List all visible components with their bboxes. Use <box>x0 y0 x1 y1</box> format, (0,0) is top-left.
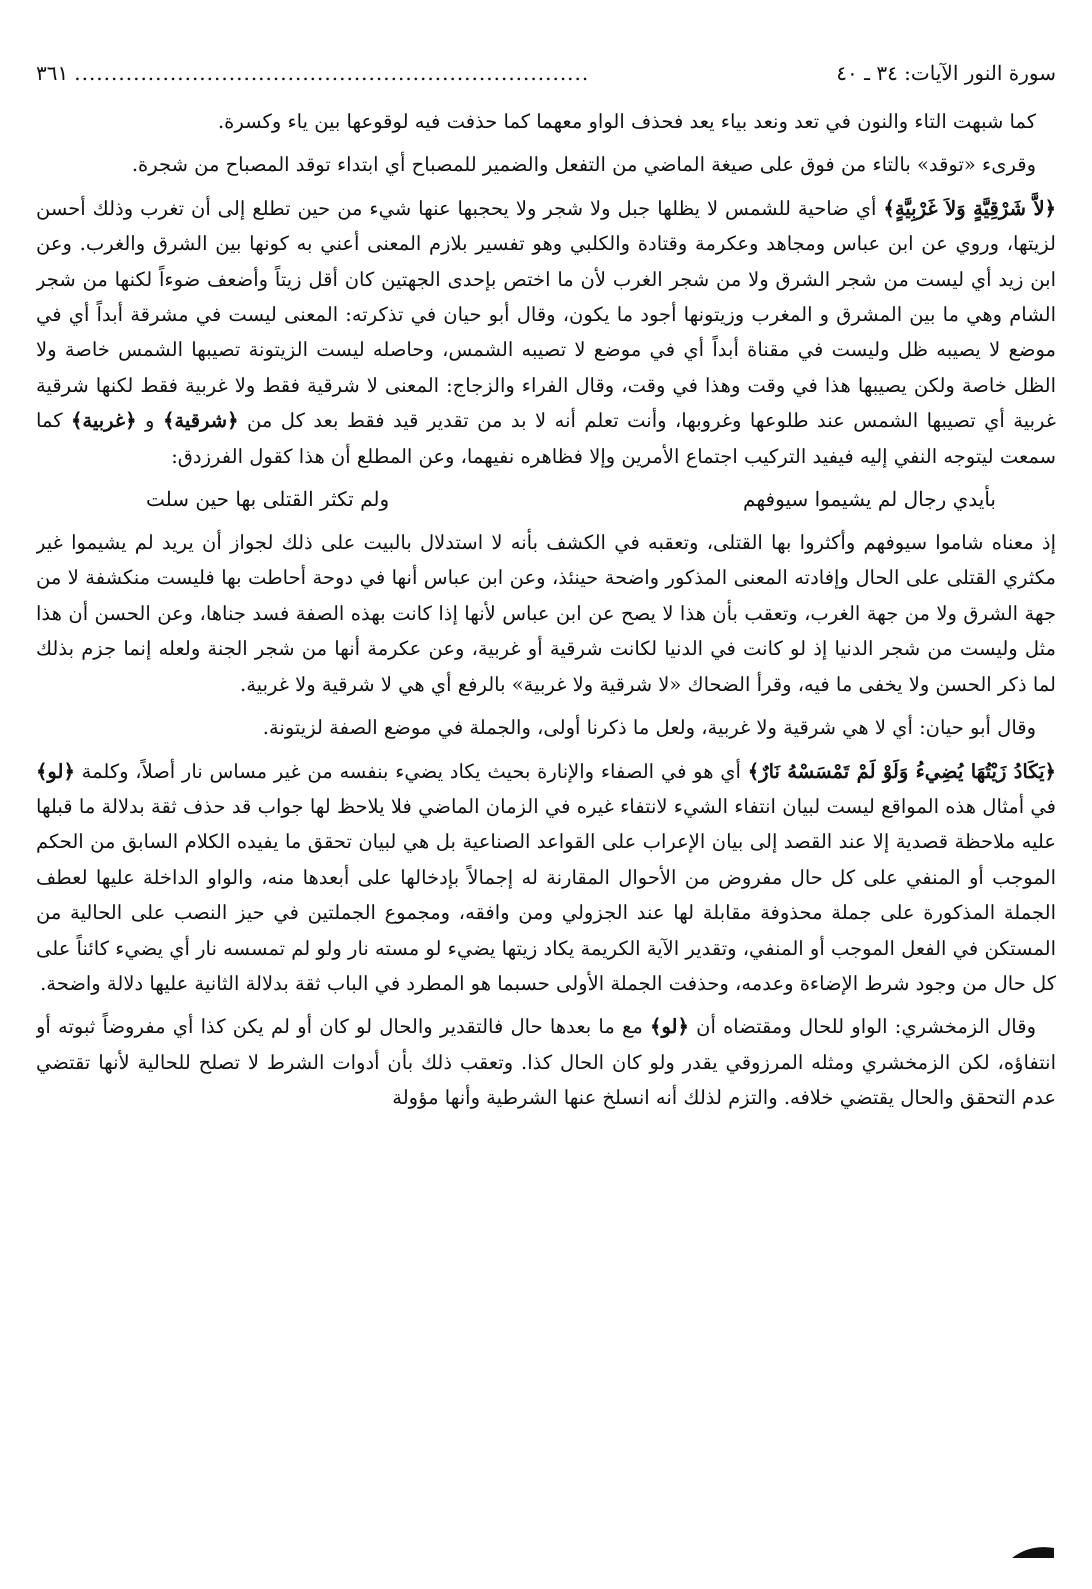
running-header <box>36 50 1056 94</box>
paragraph-2: وقرىء «توقد» بالتاء من فوق على صيغة الماضي من التفعل والضمير للمصباح أي ابتداء توقد المصباح من شجرة. <box>131 153 1036 177</box>
paragraph-text: مع ما بعدها حال فالتقدير والحال لو كان أو لم يكن كذا أي مفروضاً ثبوته أو انتفاؤه، لكن الزمخشري ومثله المرزوقي يقدر ولو كان الحال كذا. وتعقب ذلك بأن أدوات الشرط لا تصلح للحالية لأنها تقتضي عدم التحقق والحال يقتضي خلافه. والتزم لذلك أنه انسلخ عنها الشرطية وأنها مؤولة <box>36 1015 1056 1110</box>
paragraph-text: في أمثال هذه المواقع ليست لبيان انتفاء الشيء لانتفاء غيره في الزمان الماضي فلا يلاحظ لها جواب قد حذف ثقة بدلالة ما قبلها عليه ملاحظة قصدية إلا عند القصد إلى بيان الإعراب على القواعد الصناعية بل هي لبيان تحقق ما يفيده الكلام السابق من الحكم الموجب أو المنفي على كل حال مفروض من الأحوال المقارنة له إجمالاً بإدخالها على أبعدها منه، والواو الداخلة عليها لعطف الجملة المذكورة على جملة محذوفة مقابلة لها عند الجزولي ومن وافقه، ومجموع الجملتين في حيز النصب على الحالية من المستكن في الفعل الموجب أو المنفي، وتقدير الآية الكريمة يكاد زيتها يضيء لو مسته نار ولو لم تمسسه نار أي يضيء كائناً على كل حال من وجود شرط الإضاءة وعدمه، وحذفت الجملة الأولى حسبما هو المطرد في الباب ثقة بدلالة الثانية عليها دلالة واضحة. <box>36 794 1056 995</box>
verse-second-hemistich: ولم تكثر القتلى بها حين سلت <box>146 487 390 512</box>
quran-quote: ﴿غربية﴾ <box>70 409 137 433</box>
header-title: سورة النور الآيات: ٣٤ ـ ٤٠ <box>836 61 1056 85</box>
verse-first-hemistich: بأيدي رجال لم يشيموا سيوفهم <box>743 487 996 512</box>
quran-quote: ﴿لو﴾ <box>650 1015 689 1039</box>
paragraph-1: كما شبهت التاء والنون في تعد ونعد بياء يعد فحذف الواو معهما كما حذفت فيه لوقوعها بين ياء وكسرة. <box>217 110 1036 133</box>
book-page <box>36 50 1056 1560</box>
paragraph-3 <box>36 191 1056 474</box>
quran-quote: ﴿شرقية﴾ <box>162 409 239 433</box>
paragraph-text: وقال الزمخشري: الواو للحال ومقتضاه أن <box>688 1015 1036 1039</box>
paragraph-text: أي هو في الصفاء والإنارة بحيث يكاد يضيء بنفسه من غير مساس نار أصلاً، وكلمة <box>74 759 748 783</box>
paragraph-6 <box>36 754 1056 1002</box>
quran-quote: ﴿يَكَادُ زَيْتُهَا يُضِيءُ وَلَوْ لَمْ تَمْسَسْهُ نَارٌ﴾ <box>747 759 1056 783</box>
header-dot-leader: ...................................................................... <box>74 61 590 85</box>
paragraph-text: أي ضاحية للشمس لا يظلها جبل ولا شجر ولا يحجبها عنها شيء من حين تطلع إلى أن تغرب وذلك أحسن لزيتها، وروي عن ابن عباس ومجاهد وعكرمة وقتادة والكلبي وهو تفسير بلازم المعنى أعني به كونها بين الشرق والغرب. وعن ابن زيد أي ليست من شجر الشرق ولا من شجر الغرب لأن ما اختص بإحدى الجهتين كان أقل زيتاً وأضعف ضوءاً لكنها من شجر الشام وهي ما بين المشرق و المغرب وزيتونها أجود ما يكون، وقال أبو حيان في تذكرته: المعنى ليست في مشرقة أبداً أي في موضع لا يصيبه ظل وليست في مقناة أبداً أي في موضع لا تصيبه الشمس، وحاصله ليست الزيتونة تصيبها الشمس خاصة ولا الظل خاصة ولكن يصيبها هذا في وقت وهذا في وقت، وقال الفراء والزجاج: المعنى لا شرقية فقط ولا غربية فقط لكنها شرقية غربية أي تصيبها الشمس عند طلوعها وغروبها، وأنت تعلم أنه لا بد من تقدير قيد فقط بعد كل من <box>36 196 1056 433</box>
paragraph-7 <box>36 1009 1056 1115</box>
page-number: ٣٦١ <box>36 61 69 85</box>
quran-quote: ﴿لاَّ شَرْقِيَّةٍ وَلاَ غَرْبِيَّةٍ﴾ <box>883 196 1056 220</box>
paragraph-5: وقال أبو حيان: أي لا هي شرقية ولا غربية، ولعل ما ذكرنا أولى، والجملة في موضع الصفة لزيتونة. <box>262 716 1036 740</box>
quran-quote: ﴿لو﴾ <box>36 759 75 783</box>
paragraph-4: إذ معناه شاموا سيوفهم وأكثروا بها القتلى، وتعقبه في الكشف بأنه لا استدلال بالبيت على ذلك لجواز أن يريد لم يشيموا غير مكثري القتلى على الحال وإفادته المعنى المذكور واضحة حينئذ، وعن ابن عباس أنها في دوحة أحاطت بها فليست منكشفة لا من جهة الشرق ولا من جهة الغرب، وتعقب بأن هذا لا يصح عن ابن عباس لأنها إذا كانت بهذه الصفة فسد جناها، وعن الحسن أن هذا مثل وليست من شجر الدنيا إذ لو كانت في الدنيا لكانت شرقية أو غربية، وعن عكرمة أنها من شجر الجنة ولعله إنما جزم بذلك لما ذكر الحسن ولا يخفى ما فيه، وقرأ الضحاك «لا شرقية ولا غربية» بالرفع أي هي لا شرقية ولا غربية. <box>36 531 1056 696</box>
poetry-verse <box>36 482 1056 517</box>
page-body <box>36 104 1056 1116</box>
paragraph-text: و <box>136 409 163 433</box>
page-edge-mark <box>1010 1538 1056 1560</box>
paragraph-text: كما سمعت ليتوجه النفي إليه فيفيد التركيب اجتماع الأمرين وإلا فظاهره نفيهما، وعن المطلع أن هذا كقول الفرزدق: <box>36 409 1056 468</box>
